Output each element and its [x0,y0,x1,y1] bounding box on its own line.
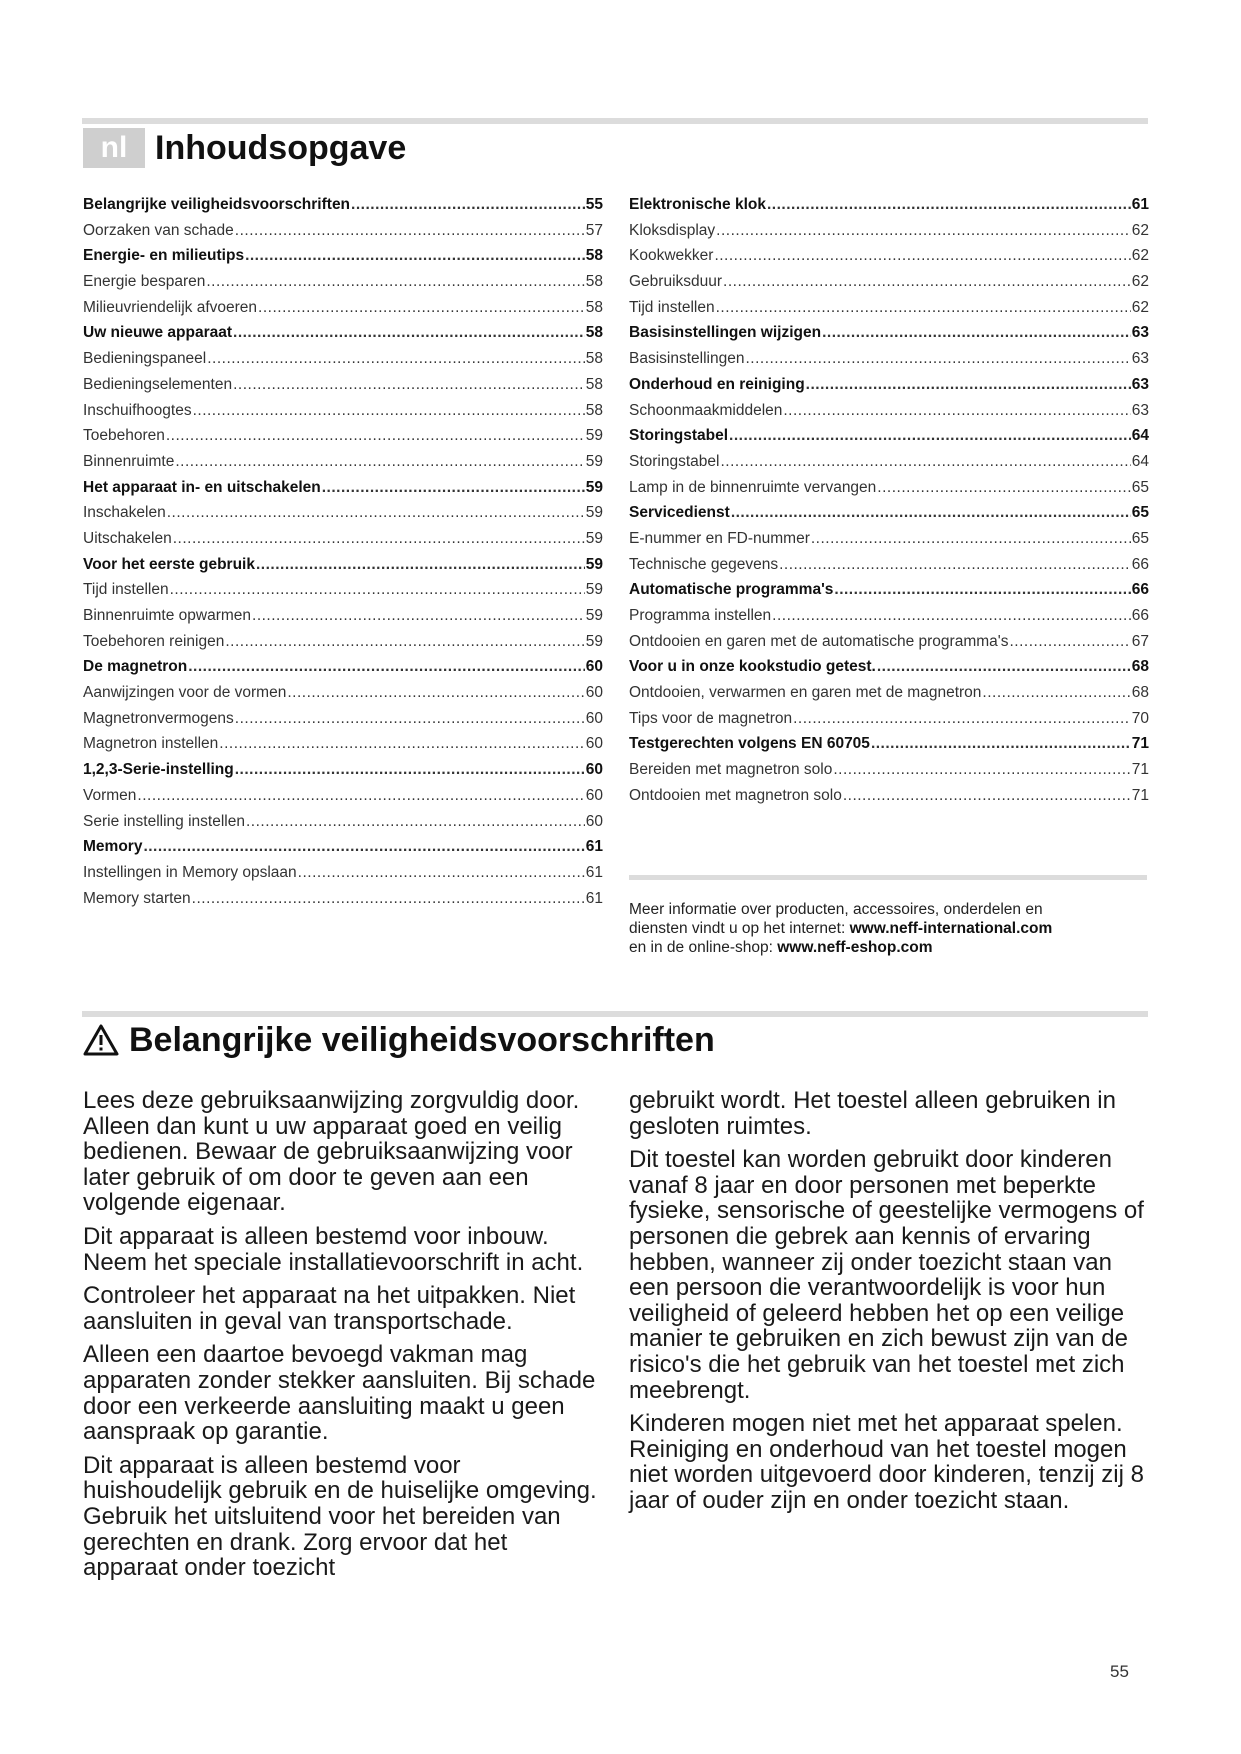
toc-entry[interactable] [629,787,1149,813]
info-box [629,900,1149,957]
toc-entry-page: 58 [585,375,603,393]
toc-entry-title: Technische gegevens [629,555,779,573]
toc-entry[interactable] [629,684,1149,710]
toc-leader-dots [173,530,585,548]
toc-entry-page: 57 [585,221,603,239]
toc-entry-title: 1,2,3-Serie-instelling [83,761,234,779]
info-line-2-text: diensten vindt u op het internet: [629,920,850,937]
toc-entry-page: 62 [1131,298,1149,316]
toc-entry-page: 58 [585,247,603,265]
toc-entry-title: Toebehoren [83,427,165,445]
toc-entry-page: 59 [585,478,603,496]
toc-entry-title: Energie- en milieutips [83,247,245,265]
toc-leader-dots [206,273,584,291]
toc-entry-title: Energie besparen [83,273,206,291]
toc-entry-page: 59 [585,504,603,522]
toc-entry-title: De magnetron [83,658,188,676]
toc-entry[interactable] [629,350,1149,376]
toc-entry-title: Tijd instellen [629,298,715,316]
toc-entry-page: 60 [585,658,603,676]
toc-entry-page: 59 [585,607,603,624]
toc-entry-title: Tips voor de magnetron [629,709,793,727]
toc-leader-dots [225,633,584,651]
toc-leader-dots [188,658,585,676]
toc-entry-title: Inschakelen [83,504,166,522]
toc-leader-dots [166,427,585,445]
toc-right-column [629,196,1149,813]
toc-entry-page: 60 [585,812,603,830]
safety-paragraph: Controleer het apparaat na het uitpakken. Niet aansluiten in geval van transportschade. [83,1282,576,1335]
toc-entry-page: 66 [1131,607,1149,624]
toc-entry[interactable] [83,453,603,479]
toc-leader-dots [767,196,1131,214]
toc-entry[interactable] [83,504,603,530]
toc-entry[interactable] [83,813,603,839]
toc-entry[interactable] [629,658,1149,684]
toc-entry[interactable] [83,402,603,428]
toc-entry-title: Kookwekker [629,247,714,265]
toc-entry[interactable] [83,427,603,453]
toc-entry-title: Toebehoren reinigen [83,632,225,650]
toc-entry-page: 59 [585,529,603,547]
toc-entry-page: 60 [585,709,603,727]
toc-entry[interactable] [83,324,603,350]
toc-leader-dots [731,504,1131,522]
toc-entry-title: Milieuvriendelijk afvoeren [83,298,258,316]
toc-entry-page: 61 [585,889,603,907]
toc-entry[interactable] [83,247,603,273]
toc-entry[interactable] [83,196,603,222]
toc-entry[interactable] [83,530,603,556]
toc-entry[interactable] [629,504,1149,530]
toc-entry-title: Vormen [83,786,137,804]
toc-leader-dots [170,581,585,599]
toc-entry-page: 55 [585,196,603,213]
toc-entry-title: Instellingen in Memory opslaan [83,863,297,881]
safety-heading [83,1016,715,1064]
toc-leader-dots [167,504,585,522]
toc-leader-dots [256,556,585,574]
safety-title: Belangrijke veiligheidsvoorschriften [129,1020,715,1059]
info-divider [629,875,1147,880]
toc-leader-dots [877,658,1131,676]
toc-entry-page: 71 [1131,786,1149,804]
toc-entry-title: Lamp in de binnenruimte vervangen [629,478,877,496]
toc-entry-title: Bedieningspaneel [83,350,207,368]
info-line-2 [629,919,1149,938]
toc-entry[interactable] [83,479,603,505]
toc-leader-dots [716,222,1131,240]
toc-entry[interactable] [629,556,1149,582]
toc-entry-title: Servicedienst [629,504,730,522]
toc-entry-page: 59 [585,632,603,650]
toc-entry-title: Programma instellen [629,607,772,624]
toc-entry-page: 70 [1131,709,1149,727]
toc-entry[interactable] [83,556,603,582]
toc-leader-dots [245,247,585,265]
toc-entry-title: Gebruiksduur [629,273,723,291]
toc-leader-dots [806,376,1131,394]
toc-entry-page: 68 [1131,684,1149,702]
toc-entry[interactable] [629,427,1149,453]
toc-leader-dots [822,324,1131,342]
toc-entry-title: Ontdooien en garen met de automatische programma's [629,632,1009,650]
toc-leader-dots [207,350,585,368]
toc-entry-title: Bedieningselementen [83,375,233,393]
toc-entry-title: Voor u in onze kookstudio getest. [629,658,876,676]
toc-leader-dots [772,607,1131,625]
toc-entry[interactable] [83,376,603,402]
toc-entry-page: 63 [1131,401,1149,419]
toc-entry[interactable] [83,633,603,659]
toc-leader-dots [143,838,584,856]
toc-entry-page: 60 [585,684,603,702]
toc-entry[interactable] [629,324,1149,350]
toc-leader-dots [811,530,1131,548]
toc-entry[interactable] [629,761,1149,787]
toc-entry[interactable] [629,581,1149,607]
toc-entry[interactable] [83,658,603,684]
safety-paragraph: Dit apparaat is alleen bestemd voor inbouw. Neem het speciale installatievoorschrift in acht. [83,1222,584,1276]
toc-entry[interactable] [83,581,603,607]
toc-entry-page: 63 [1131,375,1149,393]
toc-entry-page: 62 [1131,247,1149,265]
toc-entry-page: 58 [585,324,603,342]
toc-entry-page: 62 [1131,221,1149,239]
toc-entry-page: 60 [585,735,603,753]
toc-entry[interactable] [83,838,603,864]
toc-entry-title: Voor het eerste gebruik [83,555,255,573]
toc-entry-page: 58 [585,401,603,419]
toc-title: Inhoudsopgave [155,129,407,167]
toc-leader-dots [351,196,585,214]
language-badge: nl [83,128,145,168]
toc-entry-page: 65 [1131,529,1149,547]
toc-entry-title: Memory [83,838,143,856]
safety-paragraph: Dit toestel kan worden gebruikt door kinderen vanaf 8 jaar en door personen met beperkte fysieke, sensorische of geestelijke vermogens of personen die gebrek aan kennis of ervaring hebben, wanneer zij onder toezicht staan van een persoon die verantwoordelijk is voor hun veiligheid of geleerd hebben het op een veilige manier te gebruiken en zich bewust zijn van de risico's die het gebruik van het toestel met zich meebrengt. [629,1146,1144,1404]
toc-entry[interactable] [629,402,1149,428]
toc-entry[interactable] [629,376,1149,402]
toc-entry-page: 63 [1131,324,1149,342]
warning-triangle-icon [83,1024,119,1056]
toc-entry-title: Oorzaken van schade [83,221,234,239]
toc-entry[interactable] [629,530,1149,556]
toc-entry-title: Binnenruimte [83,452,175,470]
toc-entry-title: Basisinstellingen wijzigen [629,324,822,342]
toc-entry-title: Ontdooien met magnetron solo [629,786,842,804]
toc-entry-title: Basisinstellingen [629,350,745,368]
toc-leader-dots [322,479,585,497]
toc-entry-page: 64 [1131,427,1149,445]
toc-entry-page: 61 [1131,196,1149,213]
toc-entry-page: 58 [585,298,603,316]
toc-entry[interactable] [83,735,603,761]
safety-paragraph: Dit apparaat is alleen bestemd voor huishoudelijk gebruik en de huiselijke omgeving. Gebruik het uitsluitend voor het bereiden van gerechten en drank. Zorg ervoor dat het apparaat onder toezicht [83,1451,597,1582]
toc-entry-page: 59 [585,581,603,599]
toc-entry[interactable] [629,196,1149,222]
toc-entry[interactable] [83,299,603,325]
toc-leader-dots [720,453,1130,471]
toc-leader-dots [793,710,1131,728]
toc-leader-dots [779,556,1131,574]
toc-leader-dots [252,607,585,625]
toc-entry-page: 66 [1131,555,1149,573]
toc-entry-page: 59 [585,452,603,470]
toc-entry[interactable] [629,479,1149,505]
toc-leader-dots [745,350,1130,368]
toc-entry-page: 58 [585,273,603,291]
toc-entry-title: Binnenruimte opwarmen [83,607,252,624]
toc-entry-title: Automatische programma's [629,581,834,599]
toc-entry[interactable] [629,607,1149,633]
toc-entry-page: 68 [1131,658,1149,676]
toc-entry[interactable] [83,787,603,813]
info-line-3 [629,938,1149,957]
page-number: 55 [1110,1662,1129,1681]
toc-entry-page: 66 [1131,581,1149,599]
toc-entry-title: Storingstabel [629,427,729,445]
toc-entry-page: 67 [1131,632,1149,650]
top-divider [82,118,1148,124]
toc-entry-title: Inschuifhoogtes [83,401,192,419]
toc-entry-title: Magnetronvermogens [83,709,234,727]
toc-entry-title: Elektronische klok [629,196,766,213]
info-line-3-text: en in de online-shop: [629,939,778,956]
toc-entry-title: Serie instelling instellen [83,812,245,830]
toc-entry-title: Aanwijzingen voor de vormen [83,684,287,702]
safety-paragraph: gebruikt wordt. Het toestel alleen gebruiken in gesloten ruimtes. [629,1087,1116,1140]
toc-entry-title: Schoonmaakmiddelen [629,401,783,419]
toc-entry[interactable] [629,299,1149,325]
toc-entry-title: Kloksdisplay [629,221,716,239]
toc-leader-dots [287,684,584,702]
toc-entry[interactable] [83,890,603,916]
toc-entry-page: 65 [1131,478,1149,496]
toc-entry-page: 62 [1131,273,1149,291]
toc-leader-dots [175,453,584,471]
toc-leader-dots [871,735,1131,753]
toc-leader-dots [716,299,1131,317]
toc-leader-dots [235,761,585,779]
info-line-1: Meer informatie over producten, accessoires, onderdelen en [629,901,1043,918]
toc-leader-dots [1009,633,1130,651]
toc-leader-dots [192,890,585,908]
toc-entry[interactable] [83,710,603,736]
toc-leader-dots [137,787,584,805]
toc-leader-dots [235,222,585,240]
toc-entry-page: 59 [585,555,603,573]
toc-entry[interactable] [629,273,1149,299]
safety-left-column [83,1088,603,1589]
toc-entry-title: Uw nieuwe apparaat [83,324,233,342]
toc-entry-page: 65 [1131,504,1149,522]
toc-entry[interactable] [629,222,1149,248]
toc-entry[interactable] [83,761,603,787]
toc-entry[interactable] [629,453,1149,479]
toc-entry[interactable] [629,633,1149,659]
eshop-link[interactable]: www.neff-eshop.com [777,939,933,956]
toc-entry-title: Onderhoud en reiniging [629,375,805,393]
toc-leader-dots [982,684,1130,702]
safety-paragraph: Lees deze gebruiksaanwijzing zorgvuldig door. Alleen dan kunt u uw apparaat goed en veilig bedienen. Bewaar de gebruiksaanwijzing voor later gebruik of om door te geven aan een volgende eigenaar. [83,1087,580,1217]
toc-leader-dots [235,710,585,728]
toc-leader-dots [834,581,1130,599]
toc-leader-dots [233,376,585,394]
toc-leader-dots [233,324,585,342]
toc-entry-title: Het apparaat in- en uitschakelen [83,478,321,496]
toc-entry[interactable] [629,247,1149,273]
toc-entry-page: 58 [585,350,603,368]
toc-entry-page: 60 [585,761,603,779]
toc-leader-dots [246,813,585,831]
toc-entry-page: 64 [1131,452,1149,470]
safety-paragraph: Alleen een daartoe bevoegd vakman mag apparaten zonder stekker aansluiten. Bij schade door een verkeerde aansluiting maakt u geen aanspraak op garantie. [83,1341,596,1446]
toc-entry-title: Magnetron instellen [83,735,219,753]
toc-entry-page: 71 [1131,761,1149,779]
toc-leader-dots [729,427,1131,445]
toc-leader-dots [723,273,1131,291]
toc-entry-page: 60 [585,786,603,804]
toc-entry-page: 61 [585,863,603,881]
toc-entry-title: Testgerechten volgens EN 60705 [629,735,870,753]
toc-entry-title: Tijd instellen [83,581,169,599]
toc-entry-title: E-nummer en FD-nummer [629,529,810,547]
toc-entry-title: Bereiden met magnetron solo [629,761,833,779]
toc-leader-dots [783,402,1130,420]
toc-entry[interactable] [83,864,603,890]
toc-leader-dots [833,761,1130,779]
toc-leader-dots [877,479,1130,497]
toc-entry[interactable] [83,273,603,299]
safety-paragraph: Kinderen mogen niet met het apparaat spelen. Reiniging en onderhoud van het toestel mogen niet worden uitgevoerd door kinderen, tenzij zij 8 jaar of ouder zijn en onder toezicht staan. [629,1410,1144,1514]
toc-leader-dots [193,402,585,420]
toc-leader-dots [843,787,1131,805]
website-link[interactable]: www.neff-international.com [849,920,1053,937]
toc-entry[interactable] [83,607,603,633]
toc-entry-page: 71 [1131,735,1149,753]
safety-right-column [629,1088,1149,1522]
toc-entry-title: Ontdooien, verwarmen en garen met de magnetron [629,684,982,702]
toc-entry[interactable] [83,684,603,710]
toc-entry-title: Memory starten [83,889,191,907]
toc-leader-dots [219,735,584,753]
toc-entry-title: Belangrijke veiligheidsvoorschriften [83,196,351,213]
toc-entry-page: 59 [585,427,603,445]
toc-entry[interactable] [83,350,603,376]
toc-entry[interactable] [629,710,1149,736]
toc-entry[interactable] [629,735,1149,761]
toc-entry-page: 61 [585,838,603,856]
toc-entry-title: Storingstabel [629,452,720,470]
toc-leader-dots [298,864,585,882]
toc-leader-dots [714,247,1130,265]
toc-entry[interactable] [83,222,603,248]
toc-left-column [83,196,603,915]
toc-entry-title: Uitschakelen [83,529,172,547]
toc-leader-dots [258,299,585,317]
toc-entry-page: 63 [1131,350,1149,368]
